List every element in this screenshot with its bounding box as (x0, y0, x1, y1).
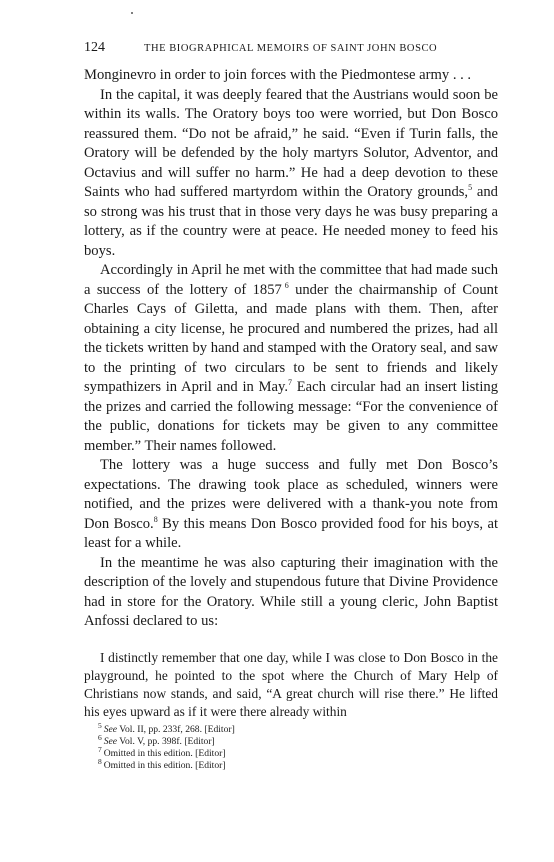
footnote-ref-6: 6 (284, 280, 289, 290)
quote-text: I distinctly remember that one day, while I was close to Don Bosco in the playground, he pointed to the spot where the Church of Mary Help of Christians now stands, and said, “A great church will rise there.” He lifted his eyes upward as if it were there already within (84, 649, 498, 720)
footnote-text: Vol. V, pp. 398f. [Editor] (117, 736, 215, 748)
body-text (84, 66, 498, 632)
footnote-see: See (103, 724, 118, 736)
footnote-mark: 8 (98, 756, 102, 766)
page-number: 124 (84, 40, 105, 55)
book-page (84, 40, 498, 772)
footnote-ref-8: 8 (153, 514, 158, 524)
footnote-ref-5: 5 (468, 183, 473, 193)
running-head (84, 40, 498, 60)
paragraph-3-part-a: Accordingly in April he met with the committee that had made such a success of the lottery of 1857 (84, 262, 498, 298)
paragraph-4-part-b: By this means Don Bosco provided food for his boys, at least for a while. (84, 515, 499, 551)
paragraph-3 (84, 261, 498, 456)
block-quote (84, 649, 498, 722)
scan-speck (131, 12, 133, 14)
footnote-ref-7: 7 (288, 378, 292, 388)
footnotes (84, 721, 498, 771)
footnote-8 (98, 756, 498, 772)
paragraph-4-part-a: The lottery was a huge success and fully met Don Bosco’s expectations. The drawing took place as scheduled, winners were notified, and the prizes were delivered with a thank-you note from Don Bosco. (84, 457, 498, 532)
running-title: THE BIOGRAPHICAL MEMOIRS OF SAINT JOHN BOSCO (144, 43, 438, 54)
paragraph-5: In the meantime he was also capturing their imagination with the description of the lovely and stupendous future that Divine Providence had in store for the Oratory. While still a young cleric, John Baptist Anfossi declared to us: (84, 554, 498, 629)
paragraph-1: Monginevro in order to join forces with the Piedmontese army . . . (84, 67, 472, 83)
paragraph-2-part-a: In the capital, it was deeply feared that the Austrians would soon be within its walls. The Oratory boys too were worried, but Don Bosco reassured them. “Do not be afraid,” he said. “Even if Turin falls, the Oratory will be defended by the holy martyrs Solutor, Adventor, and Octavius and will suffer no harm.” He had a deep devotion to these Saints who had suffered martyrdom within the Oratory grounds, (84, 86, 498, 200)
footnote-mark: 7 (98, 744, 102, 754)
footnote-mark: 5 (98, 721, 102, 731)
paragraph-3-part-b: under the chairmanship of Count Charles Cays of Giletta, and made plans with them. Then, after obtaining a city license, he procured and numbered the prizes, had all the tickets written by hand and stamped with the Oratory seal, and saw to the printing of two circulars to be sent to friends and likely sympathizers in April and in May. (84, 281, 498, 395)
footnote-text: Omitted in this edition. [Editor] (103, 759, 226, 771)
paragraph-3-part-c: Each circular had an insert listing the prizes and carried the following message: “For the convenience of the public, donations for tickets may be given to any committee member.” Their names followed. (84, 379, 499, 454)
footnote-6 (98, 732, 498, 748)
footnote-7 (98, 744, 498, 760)
footnote-mark: 6 (98, 732, 102, 742)
footnote-text: Vol. II, pp. 233f, 268. [Editor] (117, 724, 235, 736)
paragraph-2 (84, 86, 498, 262)
paragraph-2-part-b: and so strong was his trust that in those very days he was busy preparing a lottery, as if the country were at peace. He needed money to feed his boys. (84, 184, 498, 259)
footnote-text: Omitted in this edition. [Editor] (103, 747, 226, 759)
paragraph-4 (84, 456, 498, 554)
footnote-see: See (103, 736, 118, 748)
footnote-5 (98, 721, 498, 736)
